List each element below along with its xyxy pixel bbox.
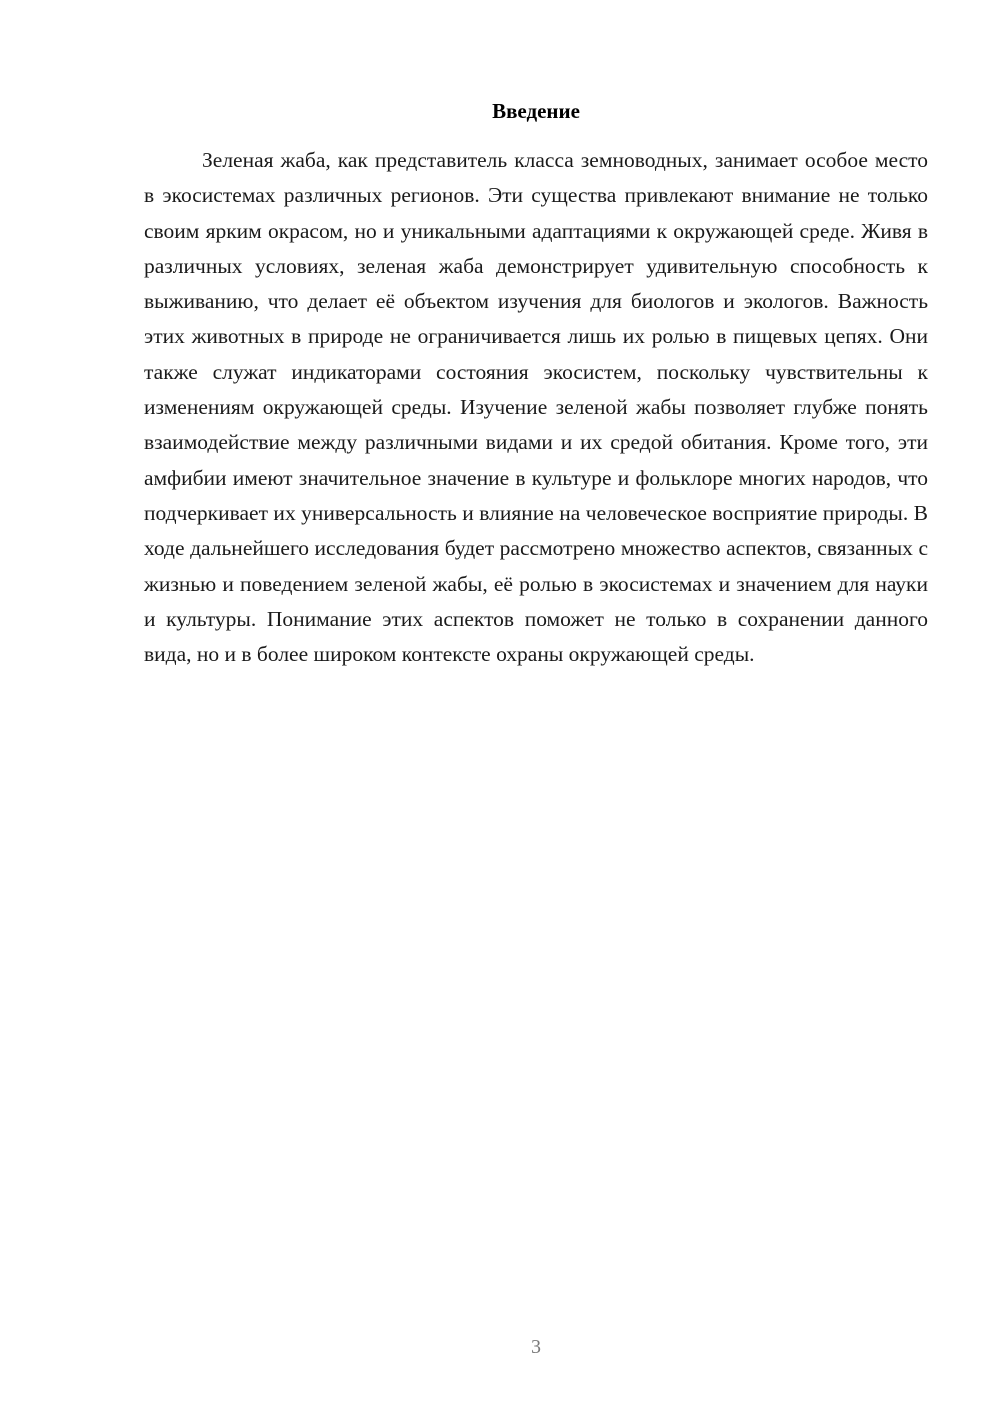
page-number: 3 <box>531 1336 541 1358</box>
section-heading: Введение <box>492 99 580 123</box>
body-paragraph: Зеленая жаба, как представитель класса земноводных, занимает особое место в экосистемах различных регионов. Эти существа привлекают внимание не только своим ярким окрасом, но и уникальными адаптациями к окружающей среде. Живя в различных условиях, зеленая жаба демонстрирует удивительную способность к выживанию, что делает её объектом изучения для биологов и экологов. Важность этих животных в природе не ограничивается лишь их ролью в пищевых цепях. Они также служат индикаторами состояния экосистем, поскольку чувствительны к изменениям окружающей среды. Изучение зеленой жабы позволяет глубже понять взаимодействие между различными видами и их средой обитания. Кроме того, эти амфибии имеют значительное значение в культуре и фольклоре многих народов, что подчеркивает их универсальность и влияние на человеческое восприятие природы. В ходе дальнейшего исследования будет рассмотрено множество аспектов, связанных с жизнью и поведением зеленой жабы, её ролью в экосистемах и значением для науки и культуры. Понимание этих аспектов поможет не только в сохранении данного вида, но и в более широком контексте охраны окружающей среды. <box>144 148 928 667</box>
